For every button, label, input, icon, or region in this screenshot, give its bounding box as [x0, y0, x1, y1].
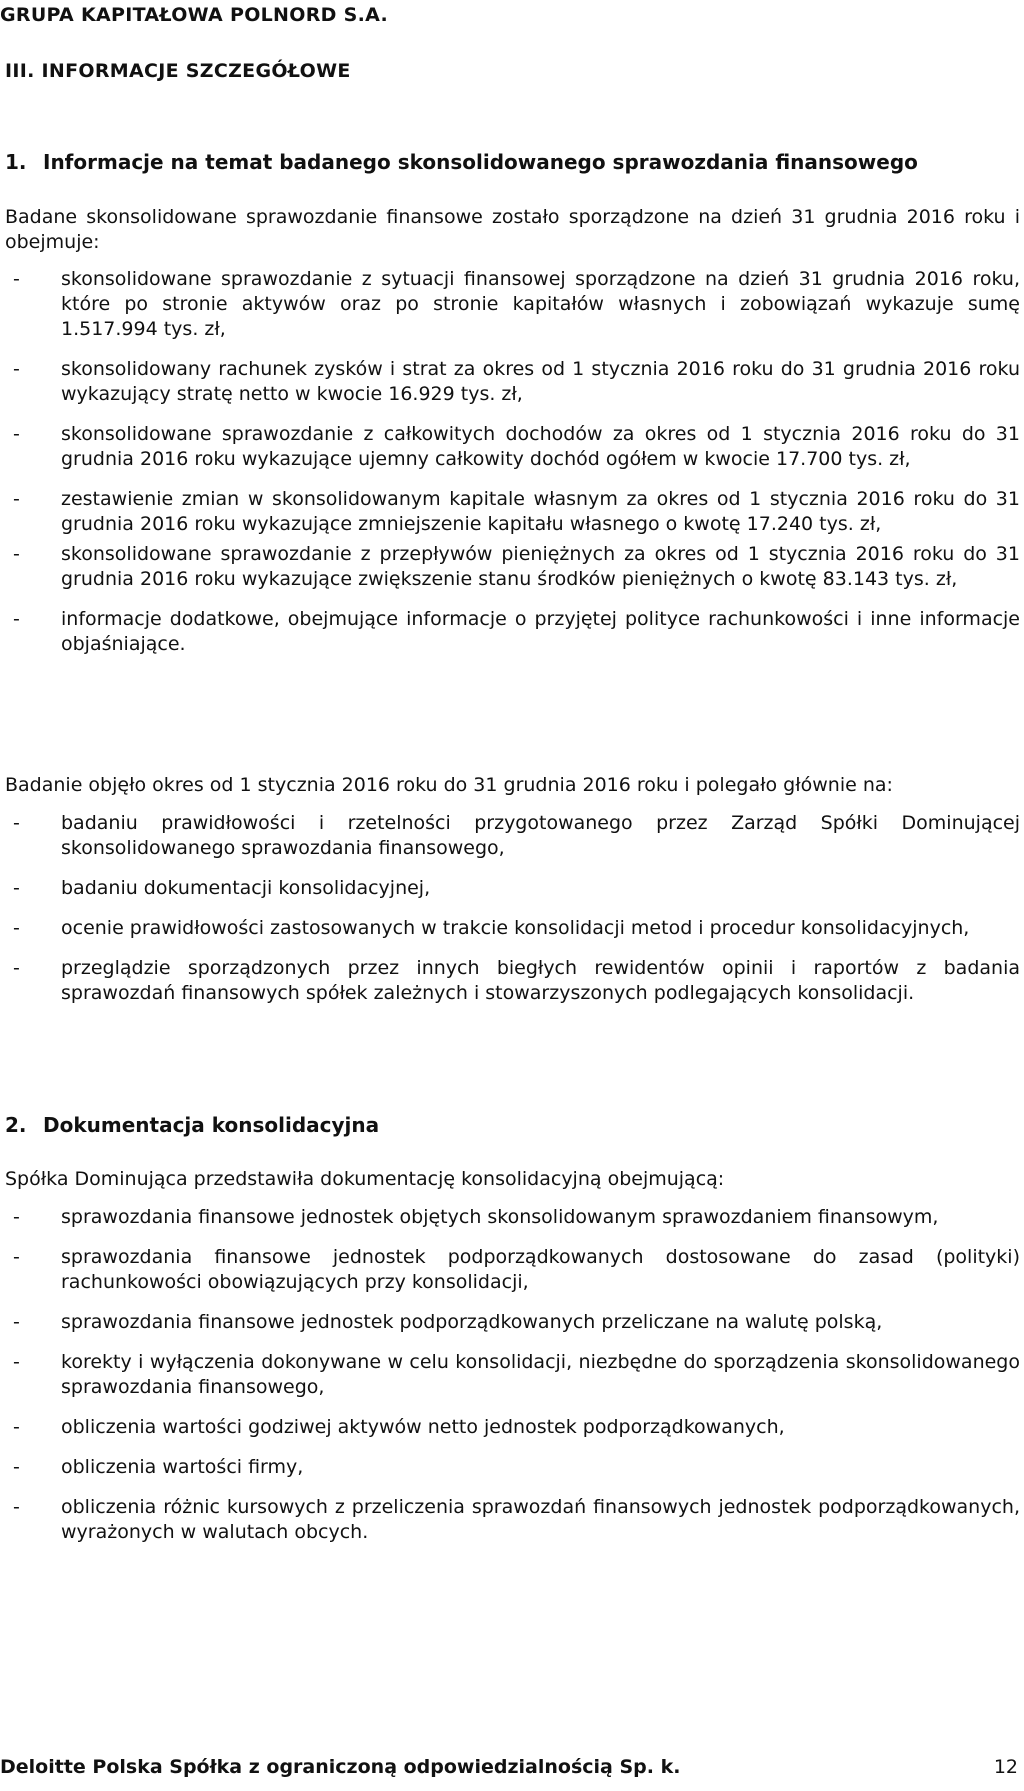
list-item: - zestawienie zmian w skonsolidowanym kapitale własnym za okres od 1 stycznia 2016 roku do 31 grudnia 2016 roku wykazujące zmniejszenie kapitału własnego o kwotę 17.240 tys. zł,	[13, 488, 1020, 535]
section-2-title: Dokumentacja konsolidacyjna	[43, 1113, 380, 1137]
list-item: - przeglądzie sporządzonych przez innych biegłych rewidentów opinii i raportów z badania sprawozdań finansowych spółek zależnych i stowarzyszonych podlegających konsolidacji.	[13, 957, 1020, 1004]
section-1-number: 1.	[5, 150, 27, 174]
list-item: - obliczenia wartości godziwej aktywów netto jednostek podporządkowanych,	[13, 1416, 785, 1438]
section-2-list	[5, 1205, 1020, 1545]
list-item: - obliczenia różnic kursowych z przeliczenia sprawozdań finansowych jednostek podporządkowanych, wyrażonych w walutach obcych.	[13, 1496, 1020, 1543]
section-1-title: Informacje na temat badanego skonsolidowanego sprawozdania finansowego	[43, 150, 918, 174]
list-item: - informacje dodatkowe, obejmujące informacje o przyjętej polityce rachunkowości i inne informacje objaśniające.	[13, 608, 1020, 655]
list-item: - badaniu prawidłowości i rzetelności przygotowanego przez Zarząd Spółki Dominującej skonsolidowanego sprawozdania finansowego,	[13, 812, 1020, 859]
page-number: 12	[993, 1756, 1018, 1778]
section-1-heading	[5, 150, 918, 174]
section-2-number: 2.	[5, 1113, 27, 1137]
section-2-heading	[5, 1113, 379, 1137]
list-item: - obliczenia wartości firmy,	[13, 1456, 304, 1478]
list-item: - ocenie prawidłowości zastosowanych w trakcie konsolidacji metod i procedur konsolidacyjnych,	[13, 917, 970, 939]
section-1-scope-list	[5, 811, 1020, 1006]
list-item: - sprawozdania finansowe jednostek podporządkowanych dostosowane do zasad (polityki) rachunkowości obowiązujących przy konsolidacji,	[13, 1246, 1020, 1293]
list-item: - skonsolidowany rachunek zysków i strat za okres od 1 stycznia 2016 roku do 31 grudnia 2016 roku wykazujący stratę netto w kwocie 16.929 tys. zł,	[13, 358, 1020, 405]
section-1-list	[5, 267, 1020, 657]
list-item: - badaniu dokumentacji konsolidacyjnej,	[13, 877, 431, 899]
list-item: - skonsolidowane sprawozdanie z sytuacji finansowej sporządzone na dzień 31 grudnia 2016 roku, które po stronie aktywów oraz po stronie kapitałów własnych i zobowiązań wykazuje sumę 1.517.994 tys. zł,	[13, 268, 1020, 340]
list-item: - skonsolidowane sprawozdanie z całkowitych dochodów za okres od 1 stycznia 2016 roku do 31 grudnia 2016 roku wykazujące ujemny całkowity dochód ogółem w kwocie 17.700 tys. zł,	[13, 423, 1020, 470]
section-1-scope-intro: Badanie objęło okres od 1 stycznia 2016 roku do 31 grudnia 2016 roku i polegało głównie na:	[5, 774, 893, 796]
footer-firm-name: Deloitte Polska Spółka z ograniczoną odpowiedzialnością Sp. k.	[0, 1756, 681, 1778]
list-item: - skonsolidowane sprawozdanie z przepływów pieniężnych za okres od 1 stycznia 2016 roku do 31 grudnia 2016 roku wykazujące zwiększenie stanu środków pieniężnych o kwotę 83.143 tys. zł,	[13, 543, 1020, 590]
list-item: - sprawozdania finansowe jednostek podporządkowanych przeliczane na walutę polską,	[13, 1311, 883, 1333]
chapter-title: III. INFORMACJE SZCZEGÓŁOWE	[5, 60, 351, 82]
section-2-intro: Spółka Dominująca przedstawiła dokumentację konsolidacyjną obejmującą:	[5, 1168, 725, 1190]
list-item: - korekty i wyłączenia dokonywane w celu konsolidacji, niezbędne do sporządzenia skonsolidowanego sprawozdania finansowego,	[13, 1351, 1020, 1398]
list-item: - sprawozdania finansowe jednostek objętych skonsolidowanym sprawozdaniem finansowym,	[13, 1206, 939, 1228]
section-1-intro: Badane skonsolidowane sprawozdanie finansowe zostało sporządzone na dzień 31 grudnia 2016 roku i obejmuje:	[5, 206, 1020, 253]
company-header: GRUPA KAPITAŁOWA POLNORD S.A.	[0, 4, 388, 26]
